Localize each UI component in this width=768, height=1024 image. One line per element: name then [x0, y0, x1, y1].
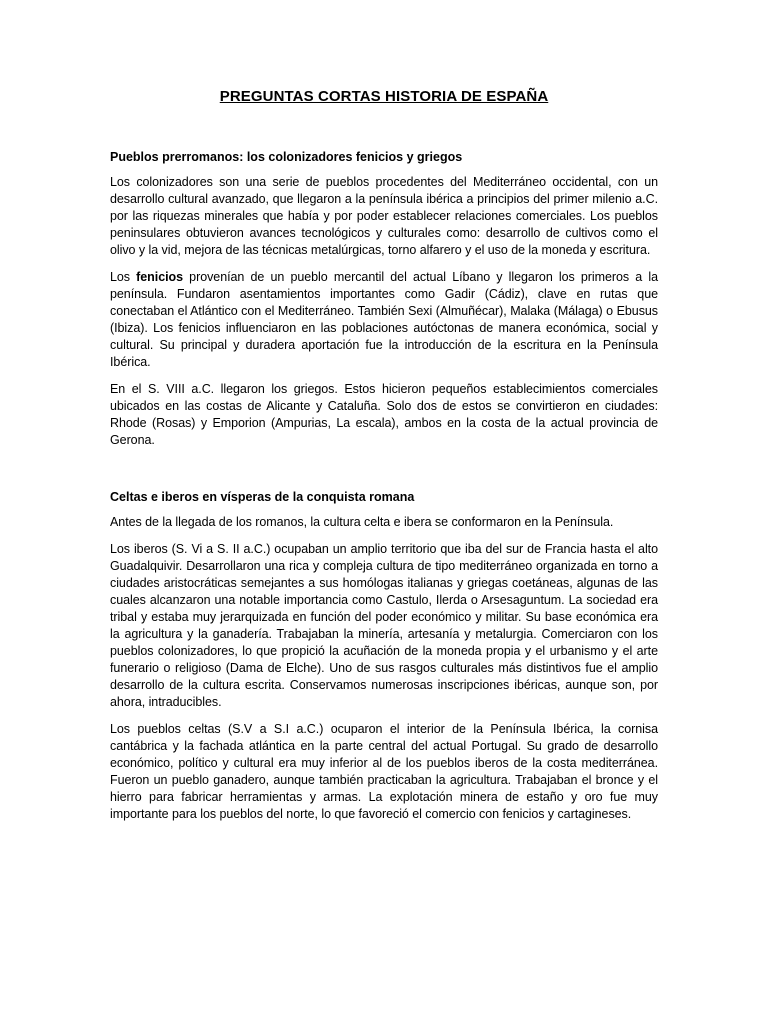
- paragraph-text: Los: [110, 270, 137, 284]
- paragraph-text: provenían de un pueblo mercantil del actual Líbano y llegaron los primeros a la península. Fundaron asentamientos importantes como Gadir (Cádiz), clave en rutas que conectaban el Atlántico con el Mediterráneo. También Sexi (Almuñécar), Malaka (Málaga) o Ebusus (Ibiza). Los fenicios influenciaron en las poblaciones autóctonas de manera económica, social y cultural. Su principal y duradera aportación fue la introducción de la escritura en la Península Ibérica.: [110, 270, 658, 369]
- section-colonizadores: [110, 149, 658, 449]
- paragraph-text: Los pueblos celtas (S.V a S.I a.C.) ocuparon el interior de la Península Ibérica, la cornisa cantábrica y la fachada atlántica en la parte central del actual Portugal. Su grado de desarrollo económico, político y cultural era muy inferior al de los pueblos iberos de la costa mediterránea. Fueron un pueblo ganadero, aunque también practicaban la agricultura. Trabajaban el bronce y el hierro para fabricar herramientas y armas. La explotación minera de estaño y oro fue muy importante para los pueblos del norte, lo que favoreció el comercio con fenicios y cartagineses.: [110, 722, 658, 821]
- paragraph: [110, 514, 658, 531]
- paragraph: [110, 381, 658, 449]
- paragraph: [110, 721, 658, 823]
- section-celtas-iberos: [110, 489, 658, 823]
- paragraph: [110, 541, 658, 711]
- paragraph-text: Los colonizadores son una serie de pueblos procedentes del Mediterráneo occidental, con un desarrollo cultural avanzado, que llegaron a la península ibérica a principios del primer milenio a.C. por las riquezas minerales que había y por poder establecer relaciones comerciales. Los pueblos peninsulares obtuvieron avances tecnológicos y culturales como: desarrollo de cultivos como el olivo y la vid, mejora de las técnicas metalúrgicas, torno alfarero y el uso de la moneda y escritura.: [110, 175, 658, 257]
- document-page: [110, 88, 658, 833]
- paragraph: [110, 174, 658, 259]
- bold-term: fenicios: [136, 270, 184, 284]
- paragraph-text: Los iberos (S. Vi a S. II a.C.) ocupaban un amplio territorio que iba del sur de Francia hasta el alto Guadalquivir. Desarrollaron una rica y compleja cultura de tipo mediterráneo organizada en torno a ciudades aristocráticas semejantes a sus homólogas italianas y griegas coetáneas, algunas de las cuales alcanzaron una notable importancia como Castulo, Ilerda o Arsesaguntum. La sociedad era tribal y estaba muy jerarquizada en función del poder económico y militar. Su base económica era la agricultura y la ganadería. Trabajaban la minería, artesanía y metalurgia. Comerciaron con los pueblos colonizadores, lo que propició la acuñación de la moneda propia y el urbanismo y el arte funerario o religioso (Dama de Elche). Uno de sus rasgos culturales más distintivos fue el amplio desarrollo de la cultura escrita. Conservamos numerosas inscripciones ibéricas, aunque son, por ahora, intraducibles.: [110, 542, 658, 709]
- paragraph-text: En el S. VIII a.C. llegaron los griegos. Estos hicieron pequeños establecimientos comerciales ubicados en las costas de Alicante y Cataluña. Solo dos de estos se convirtieron en ciudades: Rhode (Rosas) y Emporion (Ampurias, La escala), ambos en la costa de la actual provincia de Gerona.: [110, 382, 658, 447]
- section-heading: Pueblos prerromanos: los colonizadores fenicios y griegos: [110, 150, 463, 164]
- paragraph-text: Antes de la llegada de los romanos, la cultura celta e ibera se conformaron en la Península.: [110, 515, 614, 529]
- paragraph: [110, 269, 658, 371]
- document-title: PREGUNTAS CORTAS HISTORIA DE ESPAÑA: [219, 88, 549, 105]
- section-heading: Celtas e iberos en vísperas de la conquista romana: [110, 490, 415, 504]
